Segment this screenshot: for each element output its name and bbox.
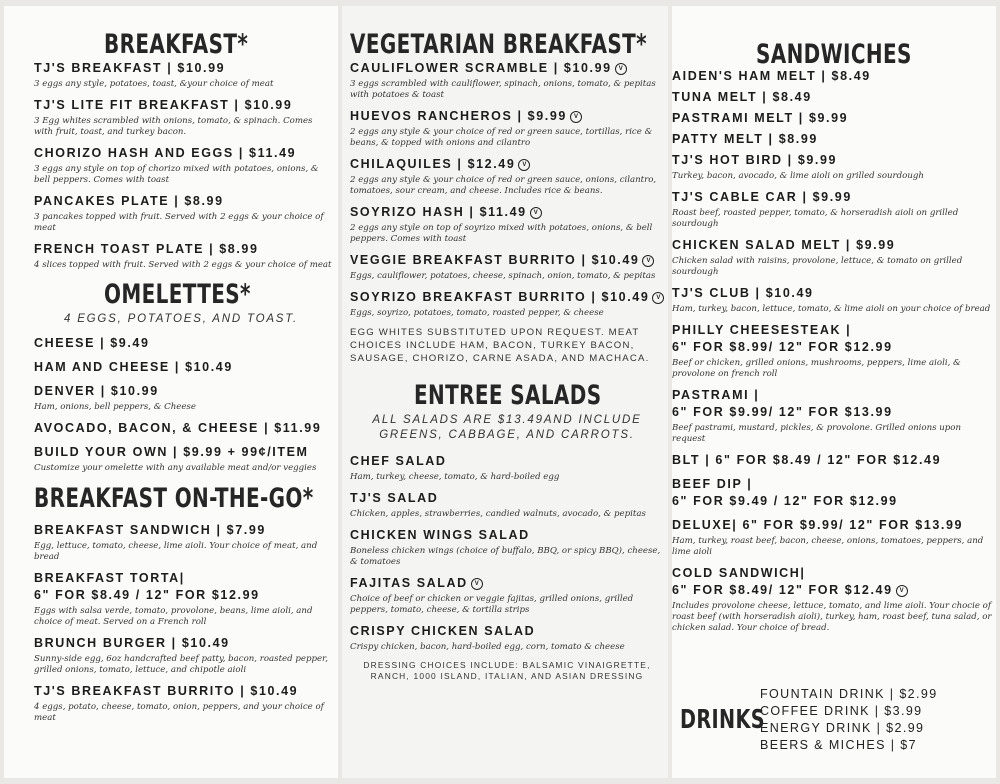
- item-title: TJ'S BREAKFAST | $10.99: [34, 61, 226, 75]
- vegetarian-icon: V: [896, 585, 908, 597]
- item-title: FRENCH TOAST PLATE | $8.99: [34, 242, 259, 256]
- vegetarian-icon: V: [570, 111, 582, 123]
- sandwiches-heading: SANDWICHES: [756, 39, 912, 70]
- menu-item: [350, 453, 664, 483]
- vegetarian-heading: VEGETARIAN BREAKFAST*: [350, 29, 647, 60]
- salads-heading: ENTREE SALADS: [414, 380, 602, 411]
- item-desc: 4 eggs, potato, cheese, tomato, onion, peppers, and your choice of meat: [34, 702, 324, 723]
- item-title: PASTRAMI |: [672, 388, 760, 402]
- item-desc: Customize your omelette with any available meat and/or veggies: [34, 463, 317, 473]
- item-desc: Beef pastrami, mustard, pickles, & provolone. Grilled onions upon request: [672, 423, 961, 444]
- item-title: AVOCADO, BACON, & CHEESE | $11.99: [34, 421, 322, 435]
- menu-item: [672, 387, 992, 445]
- omelettes-subtitle: 4 EGGS, POTATOES, AND TOAST.: [64, 313, 299, 325]
- item-desc: 4 slices topped with fruit. Served with 2 eggs & your choice of meat: [34, 260, 332, 270]
- item-title: DENVER | $10.99: [34, 384, 159, 398]
- item-title: PATTY MELT | $8.99: [672, 132, 818, 146]
- menu-item: [34, 444, 334, 474]
- vegetarian-icon: V: [518, 159, 530, 171]
- drinks-heading: DRINKS: [680, 705, 766, 735]
- menu-item: [34, 522, 334, 563]
- menu-item: [672, 152, 992, 182]
- item-desc: Eggs, cauliflower, potatoes, cheese, spinach, onion, tomato, & pepitas: [350, 271, 656, 281]
- item-title: SOYRIZO BREAKFAST BURRITO | $10.49: [350, 290, 650, 304]
- item-title: BEEF DIP |: [672, 477, 753, 491]
- menu-item: [672, 285, 992, 315]
- menu-item: [34, 570, 334, 628]
- item-desc: Ham, onions, bell peppers, & Cheese: [34, 402, 196, 412]
- omelettes-heading: OMELETTES*: [104, 279, 251, 310]
- item-title: CHILAQUILES | $12.49: [350, 157, 516, 171]
- item-desc: Egg, lettuce, tomato, cheese, lime aioli. Your choice of meat, and bread: [34, 541, 318, 562]
- menu-item: [672, 322, 992, 380]
- item-desc: 3 pancakes topped with fruit. Served with 2 eggs & your choice of meat: [34, 212, 324, 233]
- item-title: COLD SANDWICH|: [672, 566, 806, 580]
- menu-item: [672, 189, 992, 230]
- item-title: TJ'S CLUB | $10.49: [672, 286, 814, 300]
- item-desc: Turkey, bacon, avocado, & lime aioli on grilled sourdough: [672, 171, 924, 181]
- menu-item: [672, 452, 992, 469]
- item-desc: Eggs, soyrizo, potatoes, tomato, roasted pepper, & cheese: [350, 308, 604, 318]
- item-desc: Ham, turkey, cheese, tomato, & hard-boiled egg: [350, 472, 560, 482]
- item-title: BRUNCH BURGER | $10.49: [34, 636, 230, 650]
- drinks-list: [760, 686, 938, 754]
- item-desc: 3 eggs any style on top of chorizo mixed with potatoes, onions, & bell peppers. Comes with toast: [34, 164, 319, 185]
- item-title: TJ'S SALAD: [350, 491, 439, 505]
- item-desc: Chicken, apples, strawberries, candied walnuts, avocado, & pepitas: [350, 509, 646, 519]
- item-title: CHEF SALAD: [350, 454, 447, 468]
- item-title: TJ'S BREAKFAST BURRITO | $10.49: [34, 684, 299, 698]
- item-title: VEGGIE BREAKFAST BURRITO | $10.49: [350, 253, 640, 267]
- vegetarian-icon: V: [530, 207, 542, 219]
- item-desc: Eggs with salsa verde, tomato, provolone, beans, lime aioli, and choice of meat. Served on a French roll: [34, 606, 313, 627]
- menu-item: [350, 527, 664, 568]
- item-title-sizes: 6" FOR $8.49 / 12" FOR $12.99: [34, 588, 260, 602]
- dressing-note: DRESSING CHOICES INCLUDE: BALSAMIC VINAIGRETTE, RANCH, 1000 ISLAND, ITALIAN, AND ASIAN DRESSING: [363, 660, 651, 681]
- item-title: TUNA MELT | $8.49: [672, 90, 812, 104]
- item-desc: Crispy chicken, bacon, hard-boiled egg, corn, tomato & cheese: [350, 642, 625, 652]
- item-desc: Ham, turkey, roast beef, bacon, cheese, onions, tomatoes, peppers, and lime aioli: [672, 536, 984, 557]
- item-title: BREAKFAST SANDWICH | $7.99: [34, 523, 266, 537]
- item-desc: Beef or chicken, grilled onions, mushrooms, peppers, lime aioli, & provolone on french roll: [672, 358, 961, 379]
- item-desc: 3 Egg whites scrambled with onions, tomato, & spinach. Comes with fruit, toast, and turkey bacon.: [34, 116, 313, 137]
- item-desc: Sunny-side egg, 6oz handcrafted beef patty, bacon, roasted pepper, grilled onions, tomato, lettuce, and chipotle aioli: [34, 654, 328, 675]
- menu-item: [34, 60, 334, 90]
- item-title-sizes: 6" FOR $8.49/ 12" FOR $12.49: [672, 583, 893, 597]
- left-menu-panel: [4, 6, 338, 778]
- menu-item: [34, 683, 334, 724]
- item-desc: Ham, turkey, bacon, lettuce, tomato, & lime aioli on your choice of bread: [672, 304, 991, 314]
- menu-item: [34, 193, 334, 234]
- item-title: SOYRIZO HASH | $11.49: [350, 205, 527, 219]
- menu-item: [350, 575, 664, 616]
- item-desc: Boneless chicken wings (choice of buffalo, BBQ, or spicy BBQ), cheese, & tomatoes: [350, 546, 661, 567]
- item-desc: Roast beef, roasted pepper, tomato, & horseradish aioli on grilled sourdough: [672, 208, 959, 229]
- right-menu-panel: [672, 6, 996, 778]
- item-desc: 3 eggs any style, potatoes, toast, &your choice of meat: [34, 79, 274, 89]
- menu-item: [672, 110, 992, 127]
- menu-item: [34, 241, 334, 271]
- item-desc: Includes provolone cheese, lettuce, tomato, and lime aioli. Your chocie of roast beef (with horseradish aioli), turkey, ham, roast beef, tuna salad, or chicken salad. Your choice of bread.: [672, 601, 992, 633]
- item-desc: 3 eggs scrambled with cauliflower, spinach, onions, tomato, & pepitas with potatoes & toast: [350, 79, 656, 100]
- item-title-sizes: 6" FOR $9.99/ 12" FOR $13.99: [672, 405, 893, 419]
- menu-item: [672, 517, 992, 558]
- menu-item: [350, 490, 664, 520]
- item-title: CRISPY CHICKEN SALAD: [350, 624, 536, 638]
- item-desc: 2 eggs any style & your choice of red or green sauce, tortillas, rice & beans, & topped with onions and cilantro: [350, 127, 653, 148]
- egg-whites-note: EGG WHITES SUBSTITUTED UPON REQUEST. MEAT CHOICES INCLUDE HAM, BACON, TURKEY BACON, SAUSAGE, CHORIZO, CARNE ASADA, AND MACHACA.: [350, 327, 650, 364]
- menu-item: [350, 623, 664, 653]
- menu-item: [350, 289, 664, 319]
- menu-item: [672, 89, 992, 106]
- item-title: FAJITAS SALAD: [350, 576, 468, 590]
- menu-item: [34, 97, 334, 138]
- drink-item: FOUNTAIN DRINK | $2.99: [760, 687, 938, 701]
- middle-menu-panel: [342, 6, 668, 778]
- item-title: HUEVOS RANCHEROS | $9.99: [350, 109, 567, 123]
- menu-item: [34, 359, 334, 376]
- item-title: TJ'S CABLE CAR | $9.99: [672, 190, 852, 204]
- menu-item: [34, 145, 334, 186]
- item-title-sizes: 6" FOR $8.99/ 12" FOR $12.99: [672, 340, 893, 354]
- menu-item: [350, 204, 664, 245]
- salads-subtitle: ALL SALADS ARE $13.49AND INCLUDE GREENS, CABBAGE, AND CARROTS.: [372, 414, 642, 441]
- item-title: CHORIZO HASH AND EGGS | $11.49: [34, 146, 297, 160]
- drink-item: BEERS & MICHES | $7: [760, 738, 917, 752]
- item-title: BLT | 6" FOR $8.49 / 12" FOR $12.49: [672, 453, 942, 467]
- breakfast-heading: BREAKFAST*: [104, 29, 249, 60]
- item-title: AIDEN'S HAM MELT | $8.49: [672, 69, 871, 83]
- item-title: CAULIFLOWER SCRAMBLE | $10.99: [350, 61, 612, 75]
- item-title: BREAKFAST TORTA|: [34, 571, 185, 585]
- item-title: CHEESE | $9.49: [34, 336, 150, 350]
- item-desc: Choice of beef or chicken or veggie fajitas, grilled onions, grilled peppers, tomato, cheese, & tortilla strips: [350, 594, 634, 615]
- item-title: BUILD YOUR OWN | $9.99 + 99¢/ITEM: [34, 445, 309, 459]
- item-title: TJ'S HOT BIRD | $9.99: [672, 153, 838, 167]
- drinks-section: [680, 686, 938, 754]
- item-title: HAM AND CHEESE | $10.49: [34, 360, 233, 374]
- item-title: DELUXE| 6" FOR $9.99/ 12" FOR $13.99: [672, 518, 964, 532]
- on-the-go-heading: BREAKFAST ON-THE-GO*: [34, 483, 314, 514]
- item-title: TJ'S LITE FIT BREAKFAST | $10.99: [34, 98, 293, 112]
- menu-item: [34, 335, 334, 352]
- menu-item: [672, 131, 992, 148]
- menu-item: [34, 420, 334, 437]
- vegetarian-icon: V: [642, 255, 654, 267]
- menu-item: [672, 237, 992, 278]
- item-desc: 2 eggs any style & your choice of red or green sauce, onions, cilantro, tomatoes, sour cream, and cheese. Includes rice & beans.: [350, 175, 657, 196]
- menu-item: [350, 108, 664, 149]
- item-desc: Chicken salad with raisins, provolone, lettuce, & tomato on grilled sourdough: [672, 256, 963, 277]
- item-title: CHICKEN WINGS SALAD: [350, 528, 530, 542]
- drink-item: ENERGY DRINK | $2.99: [760, 721, 925, 735]
- menu-item: [350, 156, 664, 197]
- menu-item: [672, 565, 992, 634]
- menu-item: [672, 476, 992, 510]
- item-desc: 2 eggs any style on top of soyrizo mixed with potatoes, onions, & bell peppers. Comes with toast: [350, 223, 653, 244]
- menu-item: [350, 60, 664, 101]
- vegetarian-icon: V: [652, 292, 664, 304]
- item-title: CHICKEN SALAD MELT | $9.99: [672, 238, 896, 252]
- item-title: PANCAKES PLATE | $8.99: [34, 194, 224, 208]
- drink-item: COFFEE DRINK | $3.99: [760, 704, 923, 718]
- vegetarian-icon: V: [615, 63, 627, 75]
- vegetarian-icon: V: [471, 578, 483, 590]
- item-title: PHILLY CHEESESTEAK |: [672, 323, 852, 337]
- menu-item: [34, 383, 334, 413]
- menu-item: [350, 252, 664, 282]
- menu-item: [34, 635, 334, 676]
- item-title: PASTRAMI MELT | $9.99: [672, 111, 849, 125]
- item-title-sizes: 6" FOR $9.49 / 12" FOR $12.99: [672, 494, 898, 508]
